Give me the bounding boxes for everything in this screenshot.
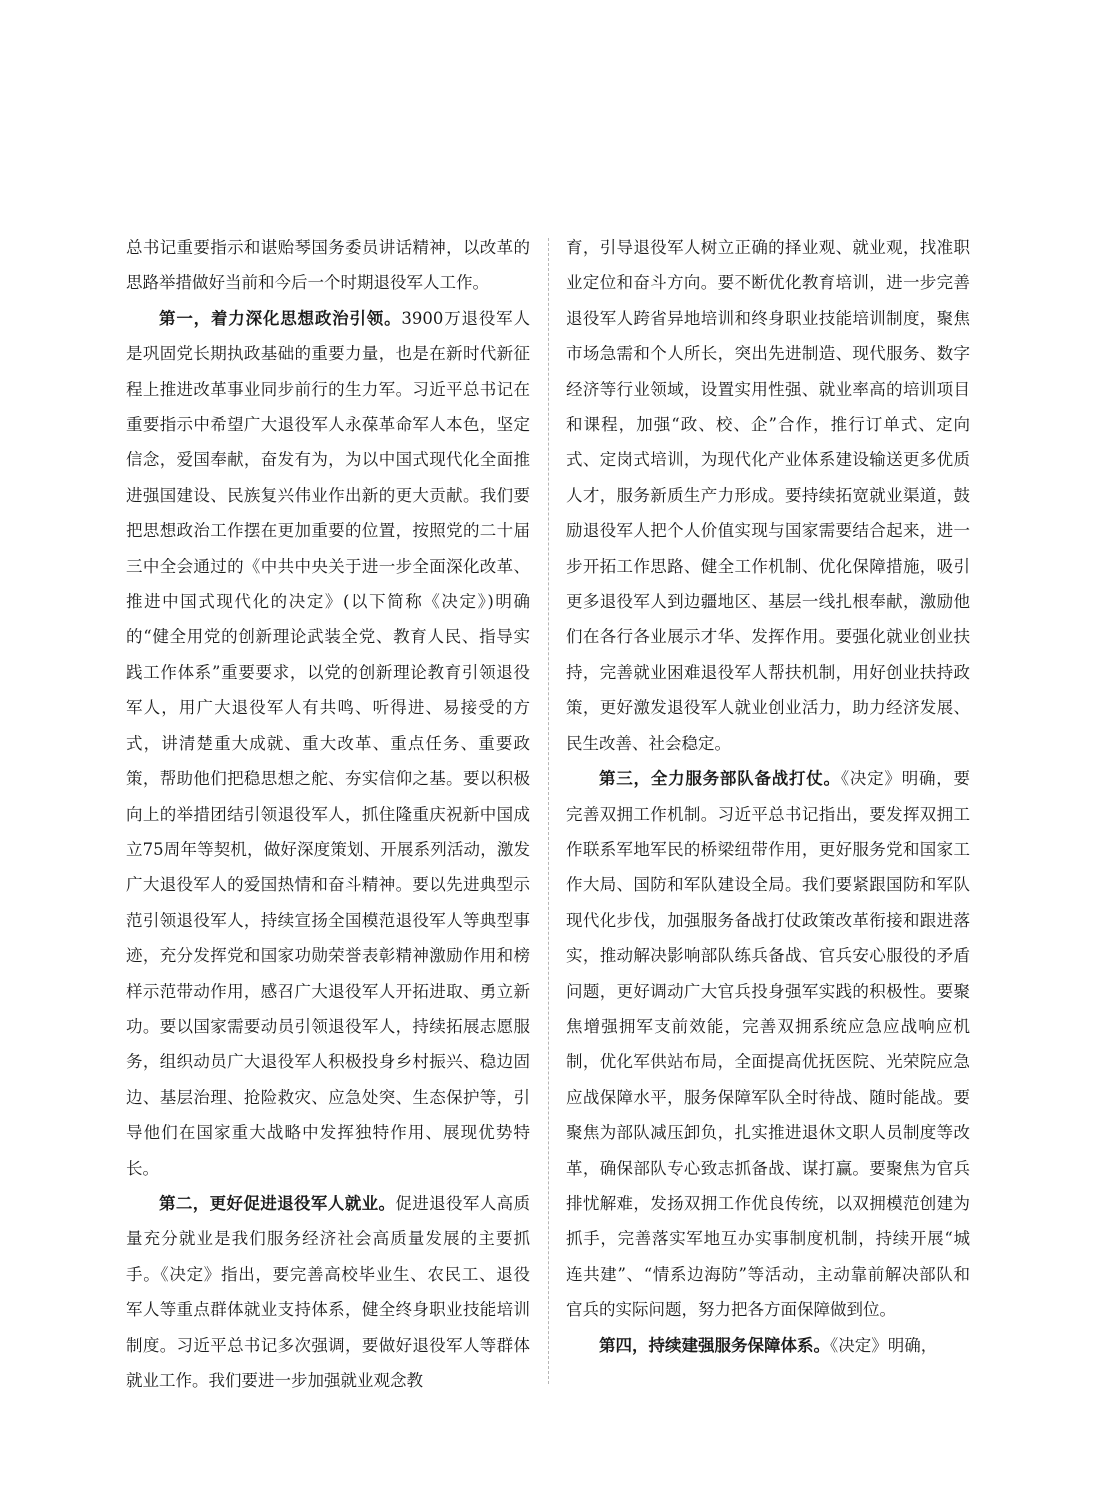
paragraph-text: 《决定》明确， — [830, 1335, 938, 1355]
paragraph — [126, 1186, 530, 1398]
section-heading: 第三，全力服务部队备战打仗。 — [599, 769, 841, 789]
left-column — [126, 230, 530, 1398]
paragraph — [566, 1328, 970, 1363]
paragraph-text: 3900万退役军人是巩固党长期执政基础的重要力量，也是在新时代新征程上推进改革事业同步前行的生力军。习近平总书记在重要指示中希望广大退役军人永葆革命军人本色，坚定信念，爱国奉献，奋发有为，为以中国式现代化全面推进强国建设、民族复兴伟业作出新的更大贡献。我们要把思想政治工作摆在更加重要的位置，按照党的二十届三中全会通过的《中共中央关于进一步全面深化改革、推进中国式现代化的决定》(以下简称《决定》)明确的“健全用党的创新理论武装全党、教育人民、指导实践工作体系”重要要求，以党的创新理论教育引领退役军人，用广大退役军人有共鸣、听得进、易接受的方式，讲清楚重大成就、重大改革、重点任务、重要政策，帮助他们把稳思想之舵、夯实信仰之基。要以积极向上的举措团结引领退役军人，抓住隆重庆祝新中国成立75周年等契机，做好深度策划、开展系列活动，激发广大退役军人的爱国热情和奋斗精神。要以先进典型示范引领退役军人，持续宣扬全国模范退役军人等典型事迹，充分发挥党和国家功勋荣誉表彰精神激励作用和榜样示范带动作用，感召广大退役军人开拓进取、勇立新功。要以国家需要动员引领退役军人，持续拓展志愿服务，组织动员广大退役军人积极投身乡村振兴、稳边固边、基层治理、抢险救灾、应急处突、生态保护等，引导他们在国家重大战略中发挥独特作用、展现优势特长。 — [126, 308, 530, 1178]
paragraph — [126, 301, 530, 1186]
paragraph — [126, 230, 530, 301]
paragraph-text: 育，引导退役军人树立正确的择业观、就业观，找准职业定位和奋斗方向。要不断优化教育培训，进一步完善退役军人跨省异地培训和终身职业技能培训制度，聚焦市场急需和个人所长，突出先进制造、现代服务、数字经济等行业领域，设置实用性强、就业率高的培训项目和课程，加强“政、校、企”合作，推行订单式、定向式、定岗式培训，为现代化产业体系建设输送更多优质人才，服务新质生产力形成。要持续拓宽就业渠道，鼓励退役军人把个人价值实现与国家需要结合起来，进一步开拓工作思路、健全工作机制、优化保障措施，吸引更多退役军人到边疆地区、基层一线扎根奉献，激励他们在各行各业展示才华、发挥作用。要强化就业创业扶持，完善就业困难退役军人帮扶机制，用好创业扶持政策，更好激发退役军人就业创业活力，助力经济发展、民生改善、社会稳定。 — [566, 238, 970, 753]
paragraph — [566, 761, 970, 1328]
paragraph — [566, 230, 970, 761]
paragraph-text: 总书记重要指示和谌贻琴国务委员讲话精神，以改革的思路举措做好当前和今后一个时期退役军人工作。 — [126, 238, 530, 293]
paragraph-text: 促进退役军人高质量充分就业是我们服务经济社会高质量发展的主要抓手。《决定》指出，要完善高校毕业生、农民工、退役军人等重点群体就业支持体系，健全终身职业技能培训制度。习近平总书记多次强调，要做好退役军人等群体就业工作。我们要进一步加强就业观念教 — [126, 1193, 531, 1390]
right-column — [566, 230, 970, 1363]
section-heading: 第二，更好促进退役军人就业。 — [159, 1193, 396, 1213]
paragraph-text: 《决定》明确，要完善双拥工作机制。习近平总书记指出，要发挥双拥工作联系军地军民的桥梁纽带作用，更好服务党和国家工作大局、国防和军队建设全局。我们要紧跟国防和军队现代化步伐，加强服务备战打仗政策改革衔接和跟进落实，推动解决影响部队练兵备战、官兵安心服役的矛盾问题，更好调动广大官兵投身强军实践的积极性。要聚焦增强拥军支前效能，完善双拥系统应急应战响应机制，优化军供站布局，全面提高优抚医院、光荣院应急应战保障水平，服务保障军队全时待战、随时能战。要聚焦为部队减压卸负，扎实推进退休文职人员制度等改革，确保部队专心致志抓备战、谋打赢。要聚焦为官兵排忧解难，发扬双拥工作优良传统，以双拥模范创建为抓手，完善落实军地互办实事制度机制，持续开展“城连共建”、“情系边海防”等活动，主动靠前解决部队和官兵的实际问题，努力把各方面保障做到位。 — [566, 769, 971, 1320]
section-heading: 第四，持续建强服务保障体系。 — [599, 1335, 830, 1355]
section-heading: 第一，着力深化思想政治引领。 — [159, 308, 402, 328]
column-divider — [548, 238, 549, 1384]
